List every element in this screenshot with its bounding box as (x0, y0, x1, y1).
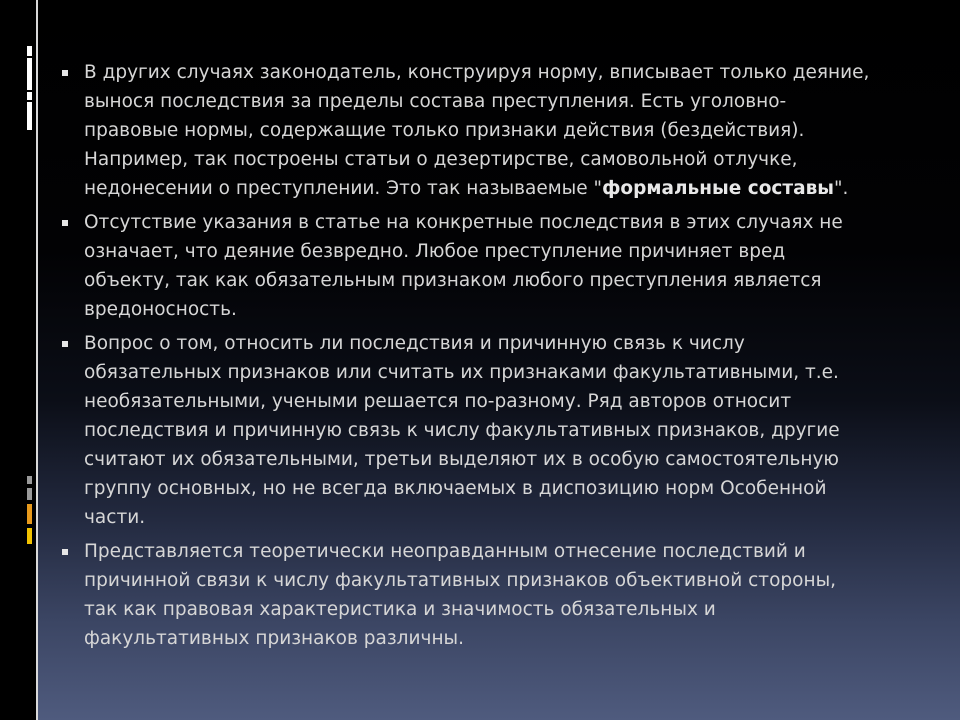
bullet-marker (62, 549, 68, 555)
text-line: В других случаях законодатель, конструируя норму, вписывает только деяние, (84, 62, 870, 83)
decor-bar-top-2 (27, 58, 32, 90)
text-run: ". (834, 178, 849, 199)
text-line: вредоносность. (84, 299, 237, 320)
emphasis-formal-compositions: формальные составы (602, 178, 835, 199)
text-line: Представляется теоретически неоправданным отнесение последствий и (84, 541, 806, 562)
bullet-marker (62, 220, 68, 226)
text-run: недонесении о преступлении. Это так называемые " (84, 178, 603, 199)
bullet-marker (62, 70, 68, 76)
decor-bar-mid-gray-1 (27, 476, 32, 484)
text-line: так как правовая характеристика и значимость обязательных и (84, 599, 716, 620)
text-line: объекту, так как обязательным признаком любого преступления является (84, 270, 822, 291)
text-line: части. (84, 507, 146, 528)
text-line: Отсутствие указания в статье на конкретные последствия в этих случаях не (84, 212, 843, 233)
text-line: Например, так построены статьи о дезертирстве, самовольной отлучке, (84, 149, 798, 170)
bullet-item (62, 58, 902, 203)
text-line: обязательных признаков или считать их признаками факультативными, т.е. (84, 362, 839, 383)
decor-bar-mid-orange (27, 504, 32, 524)
bullet-marker (62, 341, 68, 347)
bullet-item (62, 208, 902, 324)
decor-bar-mid-gray-2 (27, 488, 32, 500)
text-line: причинной связи к числу факультативных признаков объективной стороны, (84, 570, 837, 591)
decor-bar-top-3 (27, 92, 32, 100)
decor-bar-top-4 (27, 102, 32, 130)
text-line: правовые нормы, содержащие только признаки действия (бездействия). (84, 120, 805, 141)
text-line: считают их обязательными, третьи выделяют их в особую самостоятельную (84, 449, 839, 470)
bullet-item (62, 537, 902, 653)
text-line: означает, что деяние безвредно. Любое преступление причиняет вред (84, 241, 786, 262)
text-line: Вопрос о том, относить ли последствия и причинную связь к числу (84, 333, 745, 354)
decor-bar-mid-yellow (27, 528, 32, 544)
text-line: факультативных признаков различны. (84, 628, 465, 649)
text-line: вынося последствия за пределы состава преступления. Есть уголовно- (84, 91, 787, 112)
text-line: последствия и причинную связь к числу факультативных признаков, другие (84, 420, 840, 441)
text-line (84, 174, 902, 203)
bullet-list (62, 58, 902, 658)
text-line: необязательными, учеными решается по-разному. Ряд авторов относит (84, 391, 792, 412)
text-line: группу основных, но не всегда включаемых в диспозицию норм Особенной (84, 478, 827, 499)
left-vertical-rule (36, 0, 38, 720)
decor-bar-top-1 (27, 46, 32, 56)
bullet-item (62, 329, 902, 532)
